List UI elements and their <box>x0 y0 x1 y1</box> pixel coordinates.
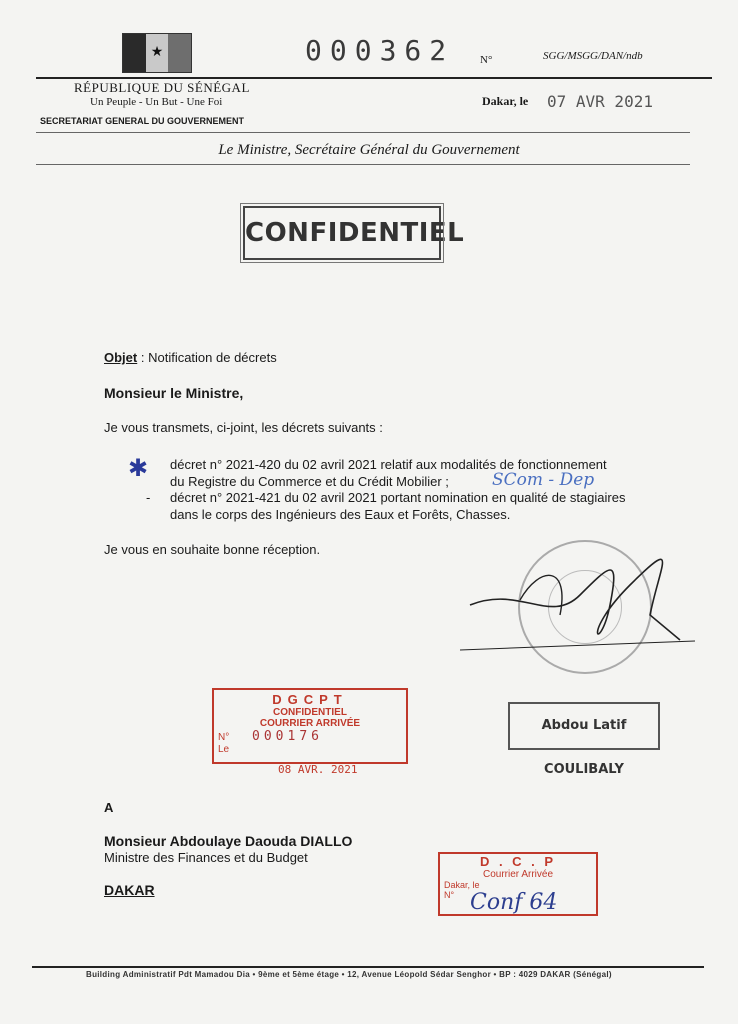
dgcpt-stamp-line1: CONFIDENTIEL <box>273 707 347 718</box>
dgcpt-no-label: N° <box>218 732 230 743</box>
subject-text: : Notification de décrets <box>140 350 277 365</box>
minister-title: Le Ministre, Secrétaire Général du Gouvernement <box>218 142 520 158</box>
dcp-stamp-line1: Courrier Arrivée <box>482 869 554 880</box>
national-motto: Un Peuple - Un But - Une Foi <box>90 96 223 108</box>
dgcpt-stamp-title: DGCPT <box>272 692 348 707</box>
salutation: Monsieur le Ministre, <box>104 385 244 401</box>
document-number: 000362 <box>305 34 455 67</box>
department-name: SECRETARIAT GENERAL DU GOUVERNEMENT <box>40 116 245 126</box>
handwritten-note: SCom - Dep <box>492 470 595 490</box>
document-date: 07 AVR 2021 <box>547 92 653 111</box>
footer-address: Building Administratif Pdt Mamadou Dia • 9ème et 5ème étage • 12, Avenue Léopold Sédar Senghor • BP : 4029 DAKAR (Sénégal) <box>86 970 612 979</box>
place-label: Dakar, le <box>482 94 529 108</box>
subject-label: Objet <box>104 350 138 365</box>
dgcpt-no-value: 000176 <box>252 729 323 744</box>
divider <box>36 164 690 165</box>
number-label: N° <box>480 54 493 66</box>
senegal-flag <box>122 33 192 73</box>
recipient-title: Ministre des Finances et du Budget <box>104 850 308 865</box>
decree-1-line-1: décret n° 2021-420 du 02 avril 2021 relatif aux modalités de fonctionnement <box>170 457 607 472</box>
bullet-dash: - <box>146 490 151 505</box>
intro-text: Je vous transmets, ci-joint, les décrets suivants : <box>104 420 383 435</box>
republic-title: RÉPUBLIQUE DU SÉNÉGAL <box>74 80 250 95</box>
signatory-name-stamp: Abdou Latif COULIBALY <box>508 702 660 750</box>
dcp-no-label: N° <box>444 890 455 900</box>
star-icon: ★ <box>150 43 164 59</box>
header-rule <box>36 77 712 79</box>
confidential-stamp: CONFIDENTIEL <box>243 206 441 260</box>
dgcpt-le-label: Le <box>218 744 230 755</box>
subject-line <box>104 350 277 365</box>
recipient-city: DAKAR <box>104 882 155 898</box>
dcp-dakar-label: Dakar, le <box>444 880 480 890</box>
dgcpt-stamp-line2: COURRIER ARRIVÉE <box>259 718 361 729</box>
asterisk-mark-icon: ✱ <box>128 455 149 482</box>
decree-2-line-2: dans le corps des Ingénieurs des Eaux et Forêts, Chasses. <box>170 507 511 522</box>
footer-rule <box>32 966 704 968</box>
dcp-stamp-title: D . C . P <box>479 854 557 869</box>
recipient-name: Monsieur Abdoulaye Daouda DIALLO <box>104 833 353 849</box>
decree-2-line-1: décret n° 2021-421 du 02 avril 2021 portant nomination en qualité de stagiaires <box>170 490 626 505</box>
dgcpt-stamp-date: 08 AVR. 2021 <box>278 763 358 776</box>
decree-1-line-2: du Registre du Commerce et du Crédit Mobilier ; <box>170 474 449 489</box>
closing-text: Je vous en souhaite bonne réception. <box>104 542 321 557</box>
signature <box>460 545 700 655</box>
divider <box>36 132 690 133</box>
dcp-handwritten: Conf 64 <box>470 890 558 915</box>
dgcpt-stamp <box>212 688 408 764</box>
recipient-a-label: A <box>104 800 114 815</box>
reference-code: SGG/MSGG/DAN/ndb <box>543 50 643 62</box>
